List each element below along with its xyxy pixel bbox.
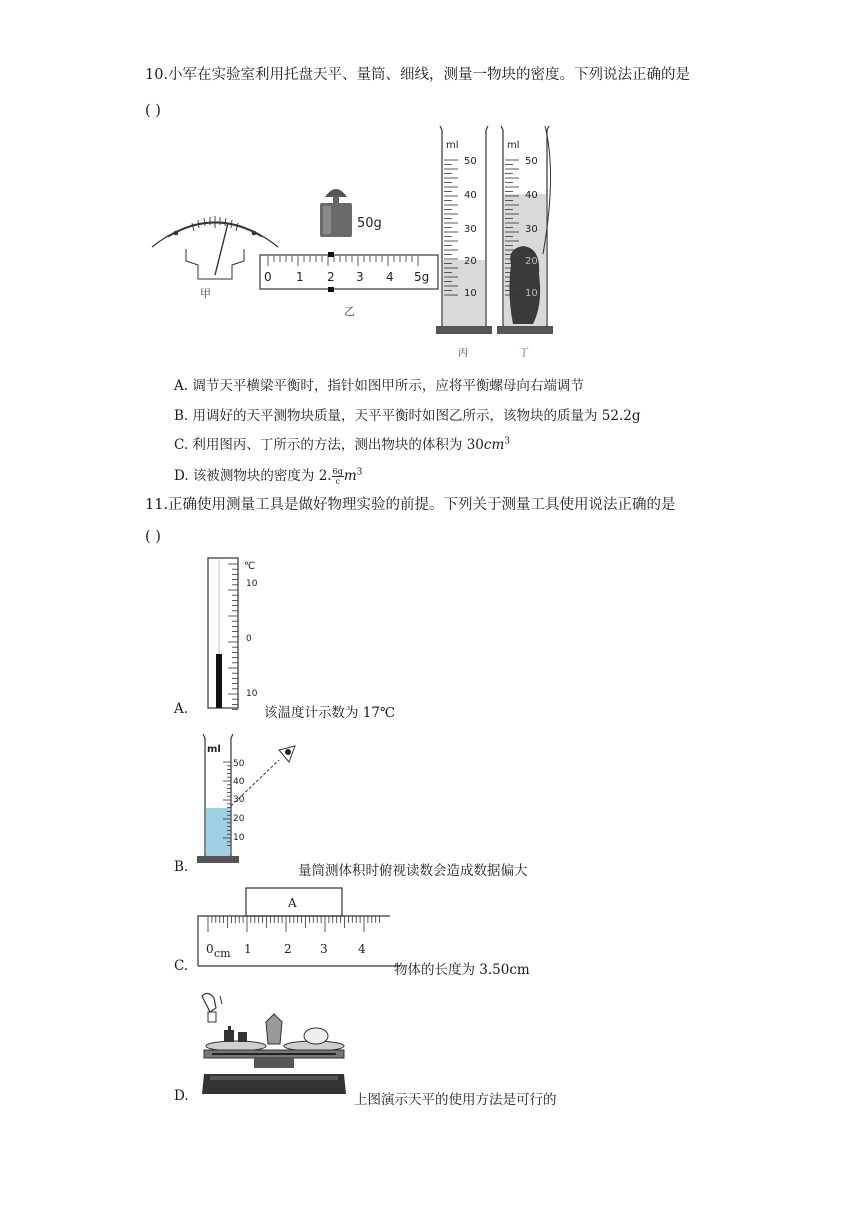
- cyl-d-tick-30: 30: [525, 224, 538, 235]
- q10-option-d-exp: 3: [356, 467, 363, 478]
- cyl-c-tick-40: 40: [464, 190, 477, 201]
- q10-option-d-unit: m: [343, 468, 357, 484]
- ruler-zero: 0: [206, 942, 214, 956]
- q10-stem: 10.小军在实验室利用托盘天平、量筒、细线，测量一物块的密度。下列说法正确的是: [145, 67, 691, 83]
- q10-option-c-unit: cm: [483, 437, 505, 453]
- weight-figure: [315, 183, 390, 241]
- q11-option-d-letter[interactable]: D.: [174, 1088, 189, 1104]
- q11-stem: 11.正确使用测量工具是做好物理实验的前提。下列关于测量工具使用说法正确的是: [145, 497, 676, 513]
- cyl-c-tick-30: 30: [464, 224, 477, 235]
- cyl-c-tick-50: 50: [464, 156, 477, 167]
- balance-scale-figure: [196, 990, 352, 1102]
- cylinder-c-figure: [436, 124, 492, 362]
- cylinder-b-unit: ml: [207, 744, 221, 755]
- ruler-tick-4: 4: [358, 942, 366, 956]
- cyl-c-tick-10: 10: [464, 288, 477, 299]
- rider-tick-1: 1: [296, 270, 304, 284]
- q11-option-d-text[interactable]: 上图演示天平的使用方法是可行的: [354, 1092, 557, 1108]
- thermometer-unit: ℃: [244, 561, 256, 572]
- cyl-d-tick-50: 50: [525, 156, 538, 167]
- ruler-tick-2: 2: [284, 942, 292, 956]
- ruler-tick-3: 3: [320, 942, 328, 956]
- rider-scale-figure: [258, 252, 442, 322]
- q11-option-a-letter[interactable]: A.: [174, 701, 189, 717]
- rider-scale-label: 乙: [344, 305, 355, 318]
- ruler-tick-1: 1: [244, 942, 252, 956]
- ruler-figure: [196, 886, 400, 970]
- cyl-b-tick-10: 10: [233, 833, 245, 843]
- rider-tick-3: 3: [356, 270, 364, 284]
- q11-option-c-text[interactable]: 物体的长度为 3.50cm: [394, 962, 530, 978]
- q10-option-c-exp: 3: [504, 436, 511, 447]
- rider-tick-2: 2: [327, 270, 335, 284]
- thermometer-figure: [200, 556, 270, 712]
- cylinder-d-figure: [497, 124, 567, 362]
- q10-option-d-num: 6g: [332, 467, 343, 476]
- cyl-c-unit: ml: [446, 140, 459, 151]
- rider-tick-0: 0: [264, 270, 272, 284]
- cylinder-eye-figure: [195, 730, 305, 870]
- ruler-block-label: A: [288, 896, 297, 910]
- q11-option-b-letter[interactable]: B.: [174, 859, 189, 875]
- q10-option-a[interactable]: A. 调节天平横梁平衡时，指针如图甲所示，应将平衡螺母向右端调节: [174, 378, 584, 394]
- q11-option-b-text[interactable]: 量筒测体积时俯视读数会造成数据偏大: [298, 863, 528, 879]
- balance-label: 甲: [200, 287, 211, 300]
- cyl-c-label: 丙: [458, 348, 468, 359]
- q10-option-b[interactable]: B. 用调好的天平测物块质量，天平平衡时如图乙所示，该物块的质量为 52.2g: [174, 408, 641, 424]
- q10-option-d[interactable]: [174, 464, 362, 486]
- rider-tick-4: 4: [386, 270, 394, 284]
- q10-option-d-fraction: [332, 467, 344, 486]
- cyl-d-unit: ml: [507, 140, 520, 151]
- rider-tick-5: 5g: [414, 270, 430, 284]
- weight-label: 50g: [357, 216, 382, 231]
- cyl-c-tick-20: 20: [464, 256, 477, 267]
- q10-option-d-den: c: [335, 477, 340, 486]
- cyl-b-tick-30: 30: [233, 795, 245, 805]
- thermometer-tick-10-top: 10: [246, 579, 258, 589]
- cyl-d-label: 丁: [519, 348, 529, 359]
- thermometer-tick-0: 0: [246, 634, 252, 644]
- cyl-d-tick-10: 10: [525, 288, 538, 299]
- thermometer-tick-10-bottom: 10: [246, 689, 258, 699]
- ruler-cm-unit: cm: [214, 947, 231, 960]
- cyl-d-tick-40: 40: [525, 190, 538, 201]
- cyl-b-tick-40: 40: [233, 777, 245, 787]
- cyl-d-tick-20: 20: [525, 256, 538, 267]
- q10-option-d-text: D. 该被测物块的密度为 2.: [174, 468, 332, 484]
- cyl-b-tick-20: 20: [233, 814, 245, 824]
- q11-option-a-text[interactable]: 该温度计示数为 17℃: [264, 705, 396, 721]
- hand-icon: [202, 993, 216, 1012]
- q10-option-c[interactable]: [174, 433, 510, 453]
- cyl-b-tick-50: 50: [233, 759, 245, 769]
- q10-answer-paren: ( ): [145, 103, 161, 119]
- q11-answer-paren: ( ): [145, 529, 161, 545]
- q10-option-c-text: C. 利用图丙、丁所示的方法，测出物块的体积为 30: [174, 437, 484, 453]
- q11-option-c-letter[interactable]: C.: [174, 958, 189, 974]
